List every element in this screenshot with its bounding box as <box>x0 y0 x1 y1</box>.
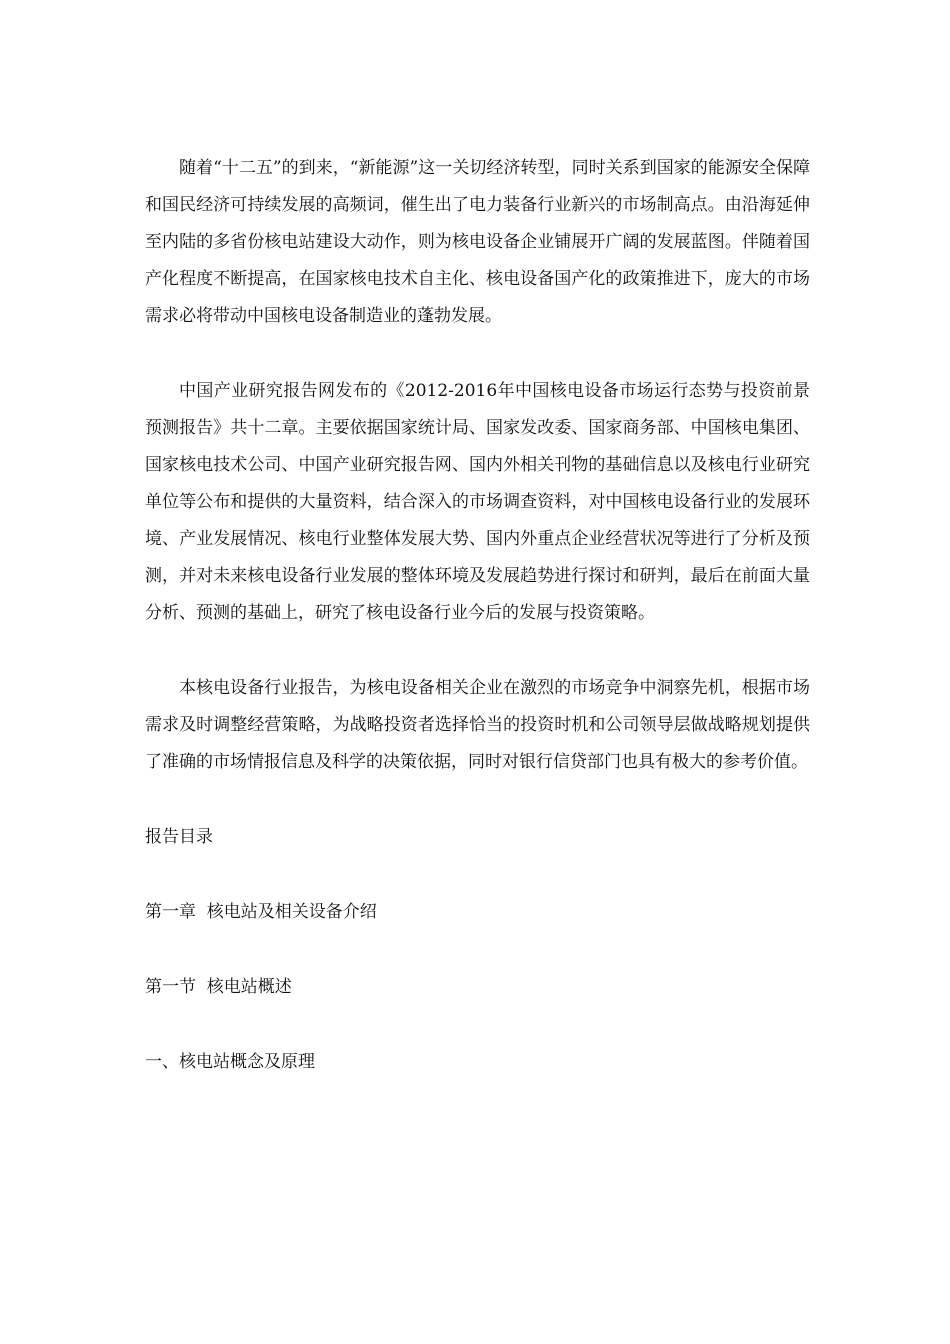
toc-title: 报告目录 <box>145 827 213 847</box>
intro-paragraph: 随着“十二五”的到来，“新能源”这一关切经济转型，同时关系到国家的能源安全保障和国民经济可持续发展的高频词，催生出了电力装备行业新兴的市场制高点。由沿海延伸至内陆的多省份核电站建设大动作，则为核电设备企业铺展开广阔的发展蓝图。伴随着国产化程度不断提高，在国家核电技术自主化、核电设备国产化的政策推进下，庞大的市场需求必将带动中国核电设备制造业的蓬勃发展。 <box>145 158 810 326</box>
report-value-paragraph: 本核电设备行业报告，为核电设备相关企业在激烈的市场竞争中洞察先机，根据市场需求及时调整经营策略，为战略投资者选择恰当的投资时机和公司领导层做战略规划提供了准确的市场情报信息及科学的决策依据，同时对银行信贷部门也具有极大的参考价值。 <box>145 678 810 772</box>
document-body <box>145 150 810 1081</box>
section-heading: 第一节 核电站概述 <box>145 977 292 997</box>
report-description-paragraph: 中国产业研究报告网发布的《2012-2016年中国核电设备市场运行态势与投资前景预测报告》共十二章。主要依据国家统计局、国家发改委、国家商务部、中国核电集团、国家核电技术公司、中国产业研究报告网、国内外相关刊物的基础信息以及核电行业研究单位等公布和提供的大量资料，结合深入的市场调查资料，对中国核电设备行业的发展环境、产业发展情况、核电行业整体发展大势、国内外重点企业经营状况等进行了分析及预测，并对未来核电设备行业发展的整体环境及发展趋势进行探讨和研判，最后在前面大量分析、预测的基础上，研究了核电设备行业今后的发展与投资策略。 <box>145 381 810 623</box>
subsection-heading: 一、核电站概念及原理 <box>145 1052 315 1072</box>
chapter-heading: 第一章 核电站及相关设备介绍 <box>145 902 377 922</box>
